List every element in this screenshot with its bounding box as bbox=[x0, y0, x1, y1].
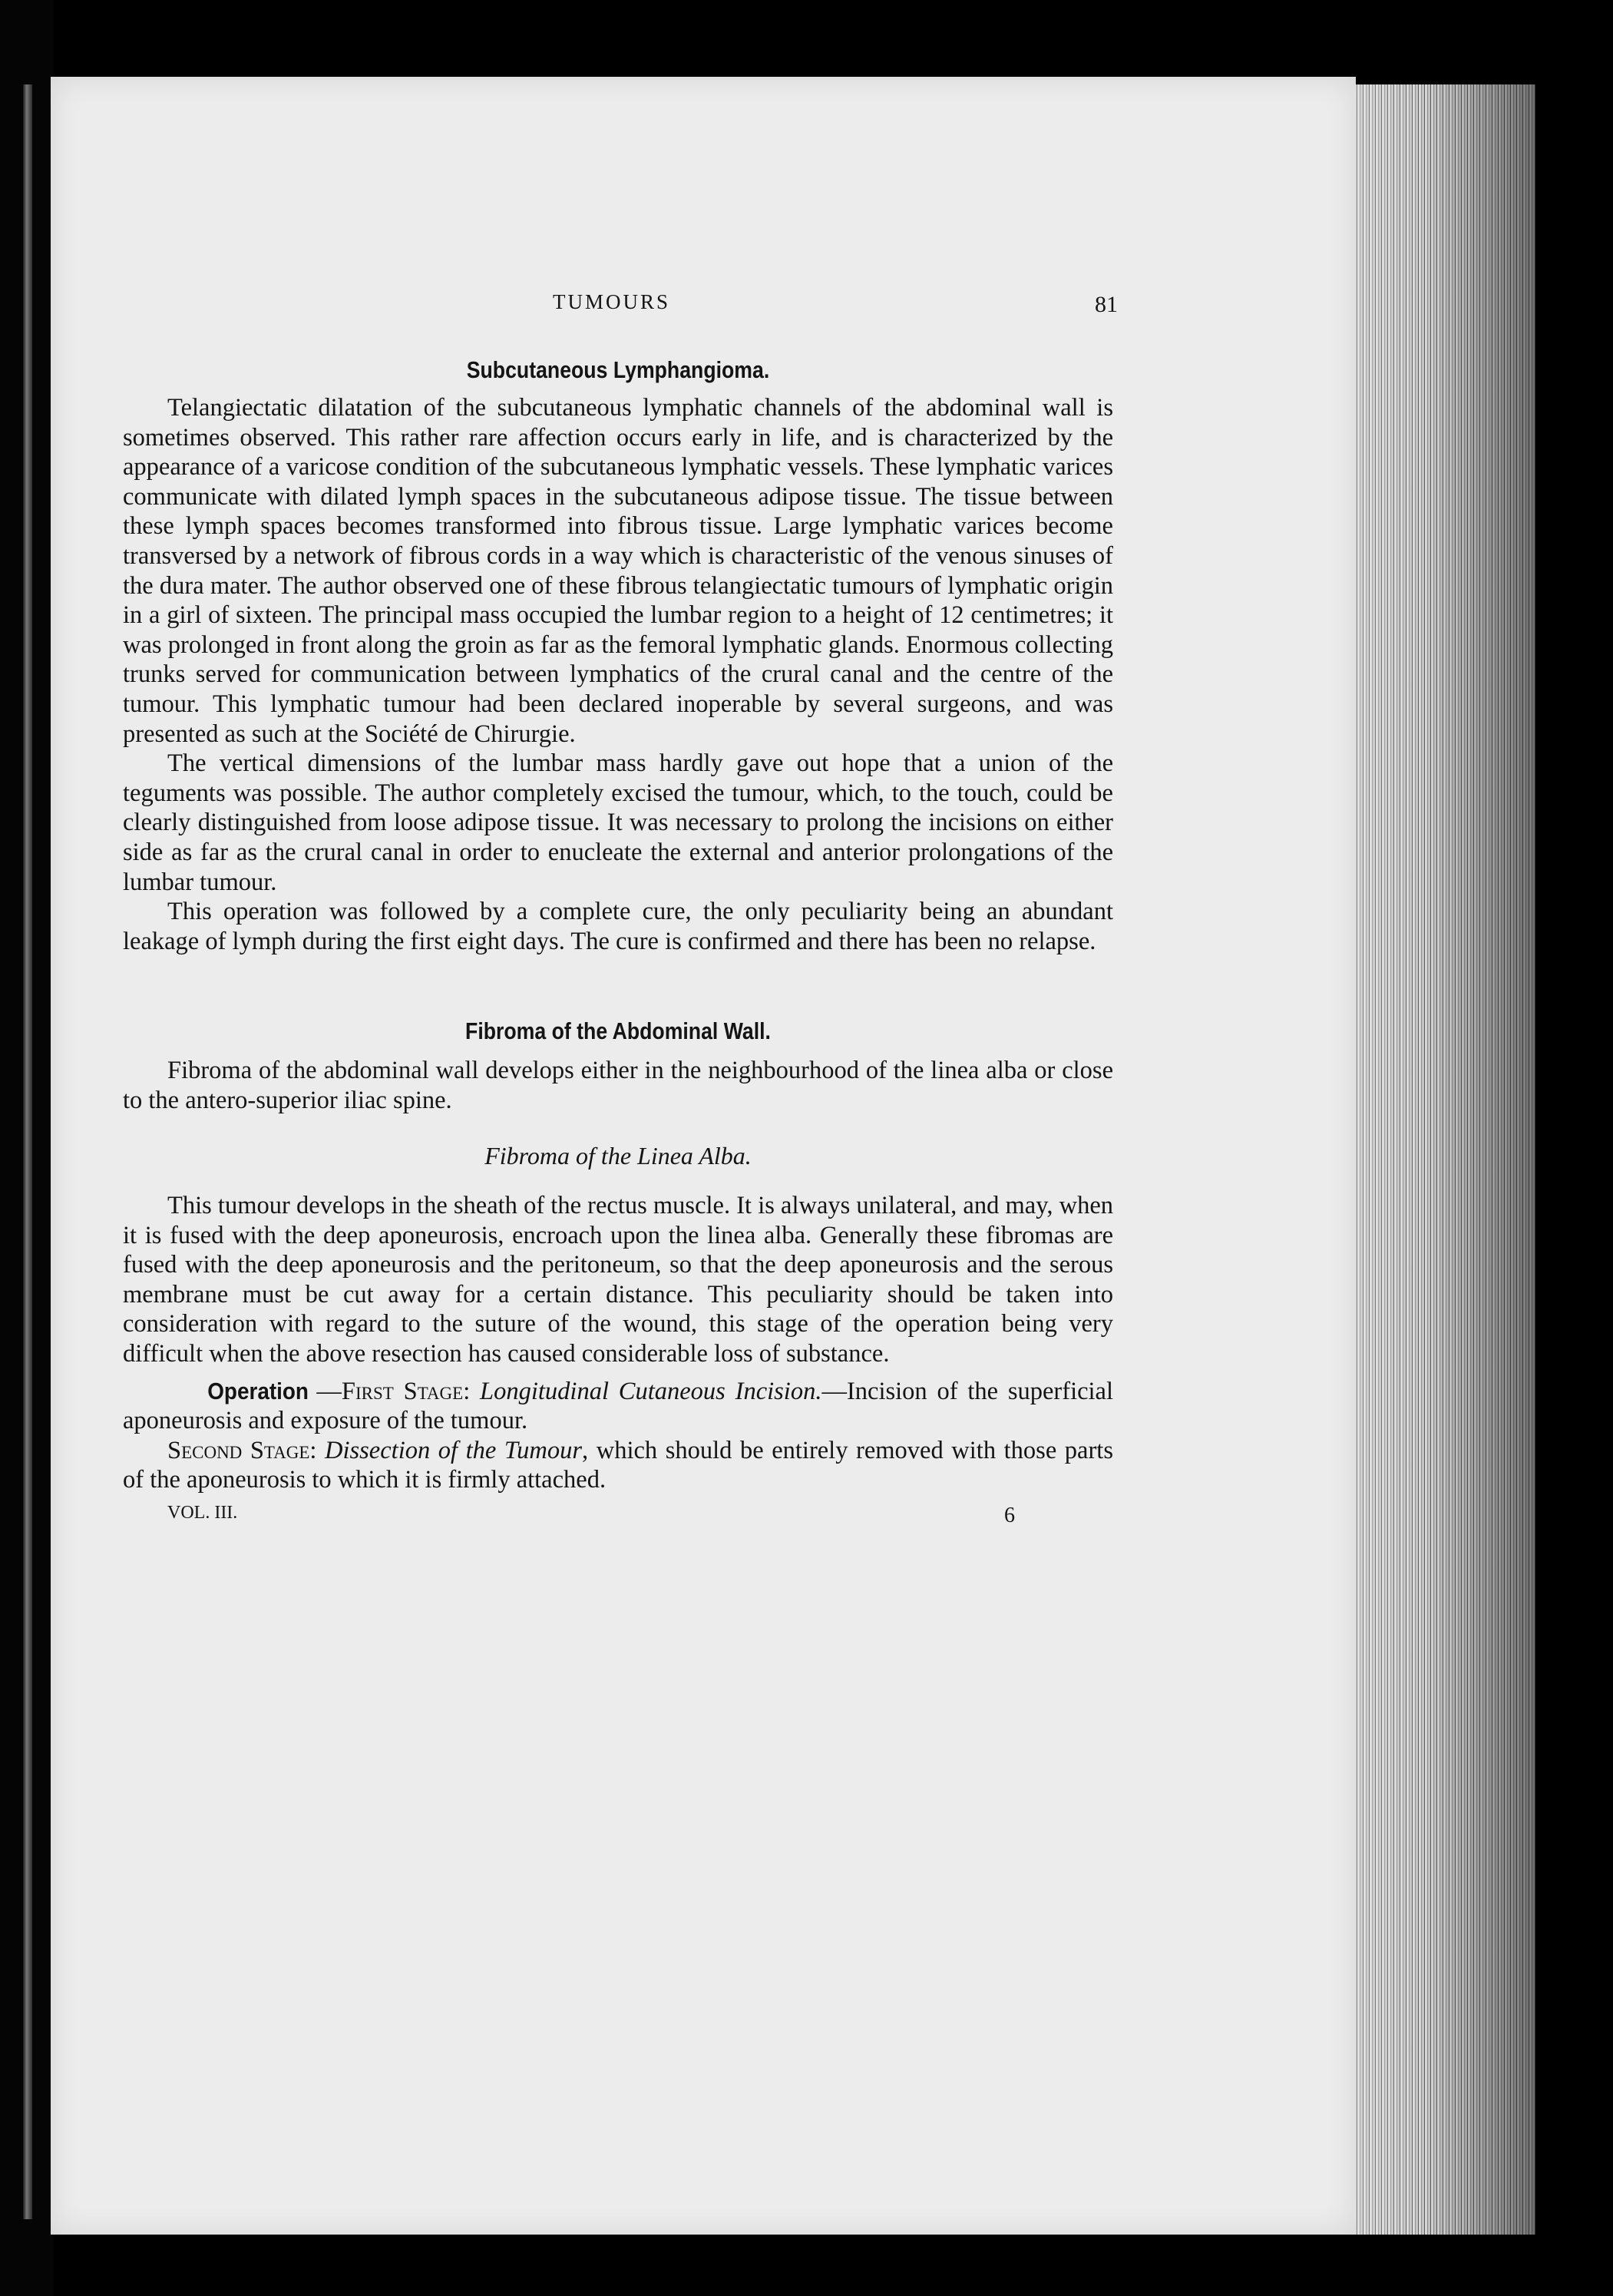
paragraph: This tumour develops in the sheath of the rectus muscle. It is always unilateral, and may, when it is fused with the deep aponeurosis, encroach upon the linea alba. Generally these fibromas are fused with the deep aponeurosis and the peritoneum, so that the deep aponeurosis and the serous membrane must be cut away for a certain distance. This peculiarity should be taken into consideration with regard to the suture of the wound, this stage of the operation being very difficult when the above resection has caused considerable loss of substance. bbox=[123, 1192, 1113, 1368]
adjacent-page-edge bbox=[23, 84, 32, 2219]
sheet-number: 6 bbox=[1004, 1504, 1015, 1527]
scan-background bbox=[1535, 77, 1613, 2296]
page-number: 81 bbox=[1095, 292, 1118, 317]
section-heading-lymphangioma: Subcutaneous Lymphangioma. bbox=[466, 356, 770, 383]
stage-label: Second Stage bbox=[167, 1436, 310, 1464]
running-title: TUMOURS bbox=[553, 290, 671, 313]
operation-first-stage: Operation —First Stage: Longitudinal Cutaneous Incision.—Incision of the superficial aponeurosis and exposure of the tumour. bbox=[123, 1377, 1114, 1435]
stage-title: Longitudinal Cutaneous Incision. bbox=[480, 1377, 822, 1405]
page-block-shade bbox=[1351, 84, 1535, 2235]
paragraph: Telangiectatic dilatation of the subcutaneous lymphatic channels of the abdominal wall is sometimes observed. This rather rare affection occurs early in life, and is characterized by the appearance of a varicose condition of the subcutaneous lymphatic vessels. These lymphatic varices communicate with dilated lymph spaces in the subcutaneous adipose tissue. The tissue between these lymph spaces becomes transformed into fibrous tissue. Large lymphatic varices become transversed by a network of fibrous cords in a way which is characteristic of the venous sinuses of the dura mater. The author observed one of these fibrous telangiectatic tumours of lymphatic origin in a girl of sixteen. The principal mass occupied the lumbar region to a height of 12 centimetres; it was prolonged in front along the groin as far as the femoral lymphatic glands. Enormous collecting trunks served for communication between lymphatics of the crural canal and the centre of the tumour. This lymphatic tumour had been declared inoperable by several surgeons, and was presented as such at the Société de Chirurgie. bbox=[123, 394, 1113, 748]
section-heading-fibroma: Fibroma of the Abdominal Wall. bbox=[465, 1017, 771, 1045]
page-footer bbox=[123, 1498, 1113, 1529]
stage-title: Dissection of the Tumour bbox=[325, 1436, 583, 1464]
subsection-heading: Fibroma of the Linea Alba. bbox=[484, 1142, 752, 1170]
page-content bbox=[123, 284, 1118, 1529]
signature-mark: VOL. III. bbox=[167, 1503, 238, 1523]
stage-text: , which should be entirely removed with those parts of the aponeurosis to which it is firmly attached. bbox=[123, 1436, 1113, 1494]
paragraph: Fibroma of the abdominal wall develops either in the neighbourhood of the linea alba or close to the antero-superior iliac spine. bbox=[123, 1057, 1113, 1114]
paragraph: This operation was followed by a complete cure, the only peculiarity being an abundant leakage of lymph during the first eight days. The cure is confirmed and there has been no relapse. bbox=[123, 898, 1113, 955]
stage-label: First Stage bbox=[341, 1377, 464, 1405]
running-head bbox=[123, 284, 1118, 323]
paragraph: The vertical dimensions of the lumbar mass hardly gave out hope that a union of the teguments was possible. The author completely excised the tumour, which, to the touch, could be clearly distinguished from loose adipose tissue. It was necessary to prolong the incisions on either side as far as the crural canal in order to enucleate the external and anterior prolongations of the lumbar tumour. bbox=[123, 749, 1113, 896]
operation-label: Operation bbox=[207, 1377, 309, 1404]
stage-text: —Incision of the superficial aponeurosis and exposure of the tumour. bbox=[123, 1377, 1114, 1435]
operation-second-stage: Second Stage: Dissection of the Tumour, which should be entirely removed with those parts of the aponeurosis to which it is firmly attached. bbox=[123, 1436, 1113, 1494]
